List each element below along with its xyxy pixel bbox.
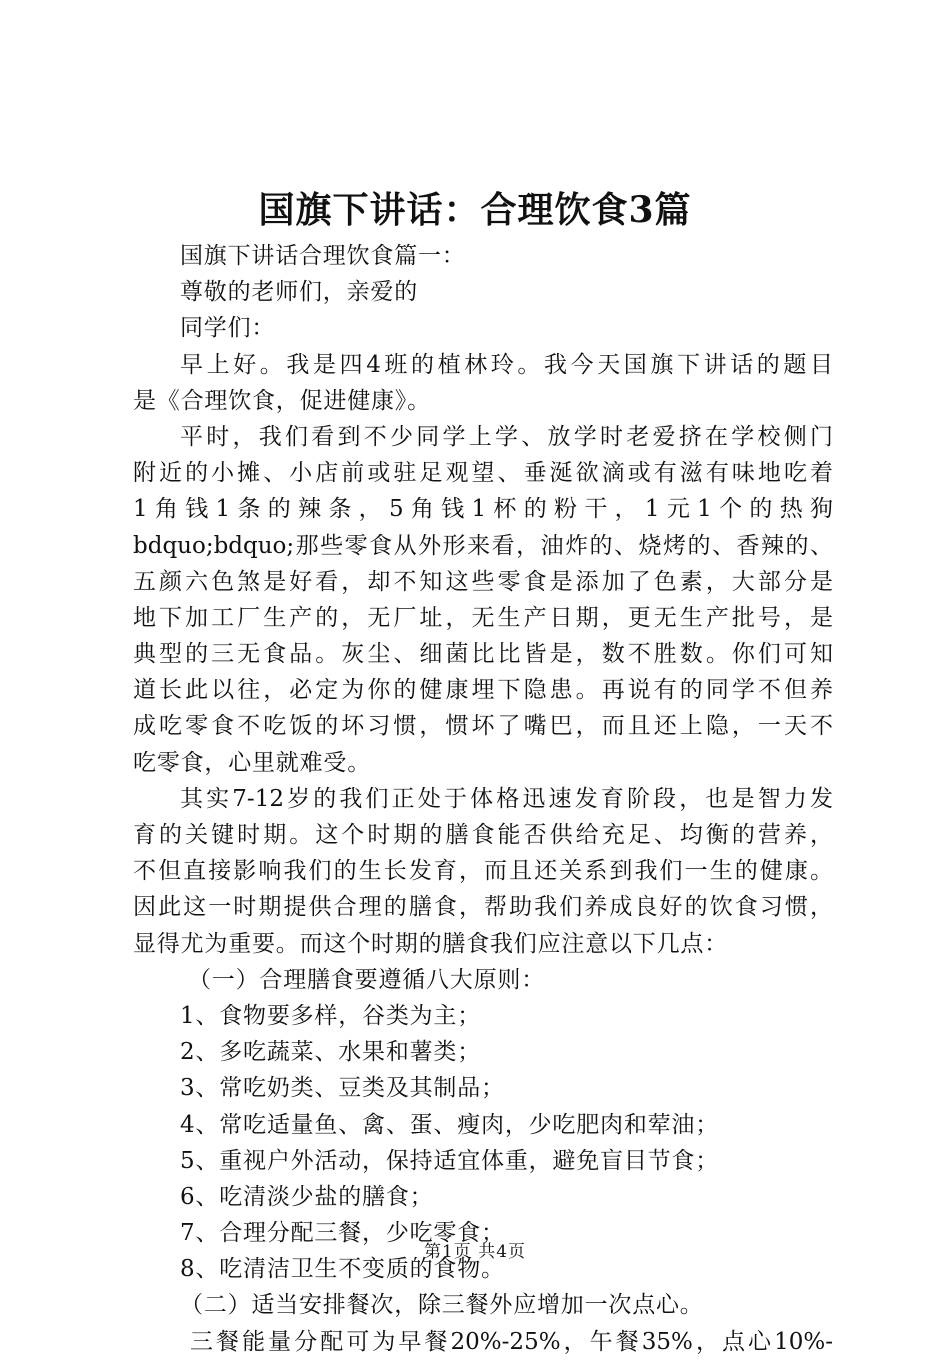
paragraph-line: 五颜六色煞是好看，却不知这些零食是添加了色素，大部分是 bbox=[133, 568, 833, 595]
paragraph-line: 显得尤为重要。而这个时期的膳食我们应注意以下几点： bbox=[133, 930, 728, 957]
paragraph-line: 因此这一时期提供合理的膳食，帮助我们养成良好的饮食习惯， bbox=[133, 894, 833, 921]
page-number-footer: 第1页 共4页 bbox=[423, 1242, 527, 1262]
paragraph-line: 平时，我们看到不少同学上学、放学时老爱挤在学校侧门 bbox=[180, 423, 833, 450]
list-item: 3、常吃奶类、豆类及其制品； bbox=[180, 1075, 505, 1102]
paragraph-line: 典型的三无食品。灰尘、细菌比比皆是，数不胜数。你们可知 bbox=[133, 641, 833, 668]
paragraph-line: 早上好。我是四4班的植林玲。我今天国旗下讲话的题目 bbox=[180, 351, 833, 378]
document-body bbox=[133, 238, 833, 1360]
paragraph-line: 育的关键时期。这个时期的膳食能否供给充足、均衡的营养， bbox=[133, 822, 833, 848]
paragraph-line: 地下加工厂生产的，无厂址，无生产日期，更无生产批号，是 bbox=[133, 604, 833, 631]
paragraph-line: bdquo;bdquo;那些零食从外形来看，油炸的、烧烤的、香辣的、 bbox=[133, 532, 833, 559]
paragraph-line: 不但直接影响我们的生长发育，而且还关系到我们一生的健康。 bbox=[133, 858, 833, 885]
document-title: 国旗下讲话：合理饮食3篇 bbox=[258, 189, 692, 231]
paragraph-line: 道长此以往，必定为你的健康埋下隐患。再说有的同学不但养 bbox=[133, 677, 833, 704]
list-item: 7、合理分配三餐，少吃零食； bbox=[180, 1220, 505, 1247]
paragraph-line: 是《合理饮食，促进健康》。 bbox=[133, 387, 431, 414]
list-item: 1、食物要多样，谷类为主； bbox=[180, 1002, 482, 1029]
list-item: 2、多吃蔬菜、水果和薯类； bbox=[180, 1039, 482, 1066]
paragraph-line: 三餐能量分配可为早餐20%-25%，午餐35%，点心10%- bbox=[190, 1328, 833, 1355]
subsection-heading: （二）适当安排餐次，除三餐外应增加一次点心。 bbox=[180, 1292, 704, 1319]
list-item: 6、吃清淡少盐的膳食； bbox=[180, 1183, 434, 1210]
list-item: 8、吃清洁卫生不变质的食物。 bbox=[180, 1256, 505, 1283]
section-heading: 国旗下讲话合理饮食篇一： bbox=[180, 243, 466, 269]
subsection-heading: （一）合理膳食要遵循八大原则： bbox=[188, 966, 545, 993]
paragraph-line: 其实7-12岁的我们正处于体格迅速发育阶段，也是智力发 bbox=[180, 785, 833, 812]
paragraph-line: 附近的小摊、小店前或驻足观望、垂涎欲滴或有滋有味地吃着 bbox=[133, 460, 833, 487]
paragraph-line: 1角钱1条的辣条，5角钱1杯的粉干，1元1个的热狗 bbox=[133, 496, 833, 523]
list-item: 4、常吃适量鱼、禽、蛋、瘦肉，少吃肥肉和荤油； bbox=[180, 1111, 720, 1138]
paragraph-line: 成吃零食不吃饭的坏习惯，惯坏了嘴巴，而且还上隐，一天不 bbox=[133, 713, 833, 740]
paragraph-line: 吃零食，心里就难受。 bbox=[133, 749, 371, 776]
salutation-line: 同学们： bbox=[180, 315, 276, 342]
list-item: 5、重视户外活动，保持适宜体重，避免盲目节食； bbox=[180, 1147, 720, 1174]
salutation-line: 尊敬的老师们，亲爱的 bbox=[180, 279, 418, 306]
